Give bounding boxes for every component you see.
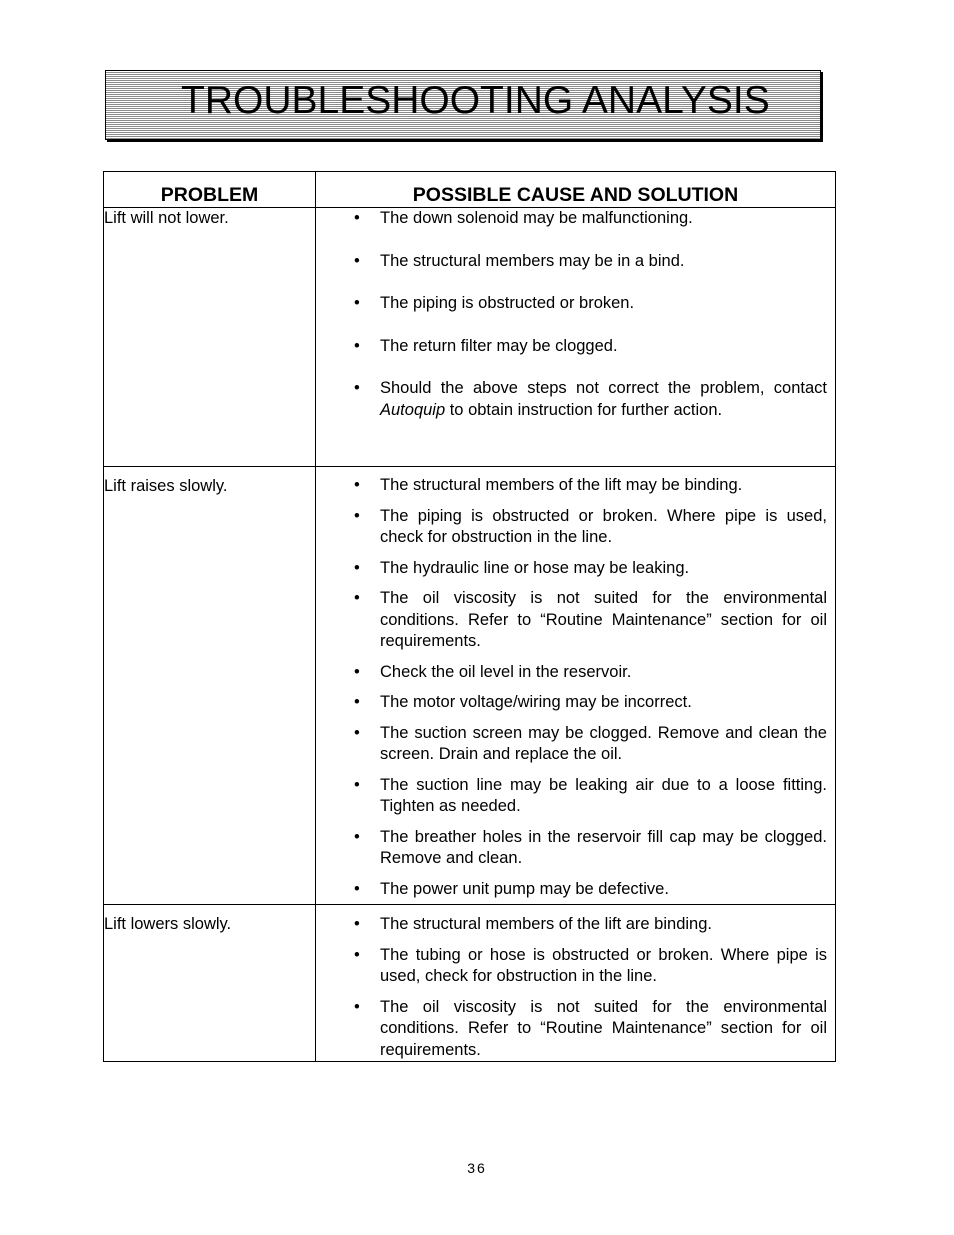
cause-list	[316, 208, 835, 444]
page-title: TROUBLESHOOTING ANALYSIS	[181, 79, 770, 122]
cause-text: Should the above steps not correct the problem, contact	[380, 379, 827, 397]
problem-cell: Lift raises slowly.	[104, 467, 316, 905]
cause-text: to obtain instruction for further action.	[445, 400, 723, 419]
cause-item: • The down solenoid may be malfunctioning.	[316, 208, 827, 230]
cause-item: • The piping is obstructed or broken. Where pipe is used, check for obstruction in the line.	[316, 506, 827, 549]
troubleshooting-table	[103, 171, 836, 1062]
cause-item: • The structural members of the lift are binding.	[316, 914, 827, 936]
header-cause-solution: POSSIBLE CAUSE AND SOLUTION	[316, 172, 836, 208]
cause-item: • The breather holes in the reservoir fill cap may be clogged. Remove and clean.	[316, 827, 827, 870]
table-row	[104, 208, 836, 467]
problem-cell: Lift will not lower.	[104, 208, 316, 467]
cause-item: • The suction line may be leaking air due to a loose fitting. Tighten as needed.	[316, 775, 827, 818]
table-row	[104, 467, 836, 905]
cause-item: • The power unit pump may be defective.	[316, 879, 827, 901]
cause-item: • The structural members of the lift may be binding.	[316, 475, 827, 497]
cause-item: • The structural members may be in a bind.	[316, 251, 827, 273]
cause-item	[316, 378, 827, 421]
cause-cell	[316, 208, 836, 467]
title-banner	[105, 70, 821, 140]
cause-item: • The suction screen may be clogged. Remove and clean the screen. Drain and replace the oil.	[316, 723, 827, 766]
page-number: 36	[467, 1160, 487, 1176]
brand-name: Autoquip	[380, 400, 446, 419]
cause-item: • The return filter may be clogged.	[316, 336, 827, 358]
cause-item: • The tubing or hose is obstructed or broken. Where pipe is used, check for obstruction in the line.	[316, 945, 827, 988]
cause-list	[316, 905, 835, 1061]
header-problem: PROBLEM	[104, 172, 316, 208]
table-header-row	[104, 172, 836, 208]
problem-cell: Lift lowers slowly.	[104, 905, 316, 1062]
table-row	[104, 905, 836, 1062]
cause-item: • The oil viscosity is not suited for the environmental conditions. Refer to “Routine Maintenance” section for oil requirements.	[316, 997, 827, 1062]
cause-cell	[316, 905, 836, 1062]
cause-item: • The hydraulic line or hose may be leaking.	[316, 558, 827, 580]
cause-item: • Check the oil level in the reservoir.	[316, 662, 827, 684]
cause-item: • The oil viscosity is not suited for the environmental conditions. Refer to “Routine Maintenance” section for oil requirements.	[316, 588, 827, 653]
cause-cell	[316, 467, 836, 905]
cause-item: • The motor voltage/wiring may be incorrect.	[316, 692, 827, 714]
cause-list	[316, 467, 835, 900]
cause-item: • The piping is obstructed or broken.	[316, 293, 827, 315]
